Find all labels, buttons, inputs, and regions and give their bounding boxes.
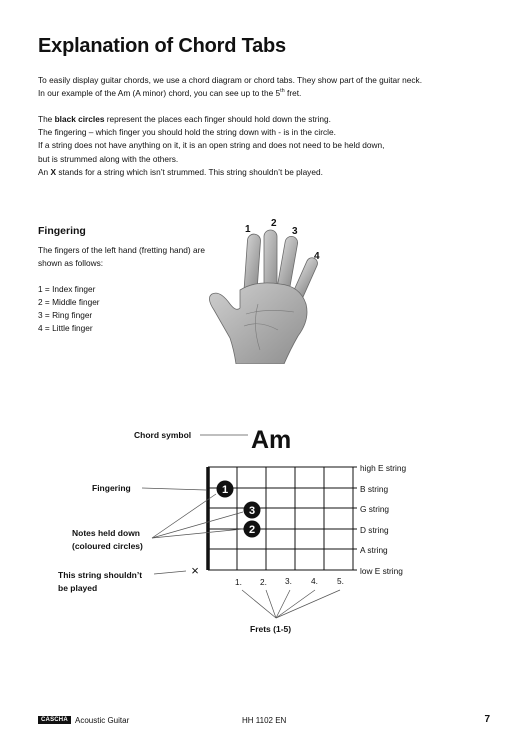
- frets-label: Frets (1-5): [250, 624, 292, 634]
- product-code: HH 1102 EN: [242, 716, 287, 725]
- explanation-line: but is strummed along with the others.: [38, 153, 179, 164]
- list-item: 4 = Little finger: [38, 323, 93, 333]
- finger-number: 4: [314, 251, 320, 262]
- chord-diagram: [0, 410, 530, 645]
- muted-label: be played: [58, 583, 98, 593]
- explanation-paragraph: [38, 113, 498, 179]
- explanation-line: The black circles represent the places each finger should hold down the string.: [38, 114, 331, 124]
- palm: [209, 283, 307, 364]
- note-dot: [244, 521, 261, 538]
- note-dot: [217, 481, 234, 498]
- finger-number: 1: [245, 224, 251, 235]
- intro-paragraph: [38, 74, 498, 100]
- page-footer: [38, 714, 492, 730]
- fingering-description: The fingers of the left hand (fretting hand) are shown as follows:: [38, 245, 205, 268]
- chord-name: Am: [251, 426, 292, 454]
- page-title: Explanation of Chord Tabs: [38, 35, 286, 57]
- string-name: D string: [360, 525, 389, 535]
- list-item: 1 = Index finger: [38, 284, 96, 294]
- mute-x-icon: ×: [191, 563, 199, 578]
- intro-line: In our example of the Am (A minor) chord, you can see up to the 5th fret.: [38, 88, 302, 99]
- notes-label: Notes held down: [72, 528, 140, 538]
- fingering-heading: Fingering: [38, 225, 86, 237]
- finger-number: 3: [292, 226, 298, 237]
- explanation-line: An X stands for a string which isn’t strummed. This string shouldn’t be played.: [38, 166, 323, 177]
- string-name: low E string: [360, 566, 403, 576]
- svg-text:3: 3: [248, 505, 256, 517]
- product-name: Acoustic Guitar: [75, 716, 130, 725]
- brand-logo: CASCHA: [38, 716, 71, 724]
- finger-list: [38, 283, 100, 335]
- list-item: 3 = Ring finger: [38, 310, 93, 320]
- finger-number: 2: [271, 218, 277, 229]
- muted-label: This string shouldn’t: [58, 570, 143, 580]
- svg-text:1: 1: [221, 484, 229, 496]
- page-number: 7: [484, 714, 490, 725]
- chord-symbol-label: Chord symbol: [134, 430, 192, 440]
- explanation-line: If a string does not have anything on it, it is an open string and does not need to be held down,: [38, 140, 385, 151]
- hand-illustration: [200, 212, 340, 364]
- list-item: 2 = Middle finger: [38, 297, 100, 307]
- notes-label: (coloured circles): [72, 541, 143, 551]
- fret-number: 2.: [260, 577, 267, 587]
- fret-number: 5.: [337, 576, 344, 586]
- fingering-label: Fingering: [92, 483, 131, 493]
- fret-number: 4.: [311, 576, 318, 586]
- fret-number: 3.: [285, 576, 292, 586]
- intro-line: To easily display guitar chords, we use a chord diagram or chord tabs. They show part of the guitar neck.: [38, 75, 423, 85]
- string-name: G string: [360, 504, 390, 514]
- string-name: B string: [360, 484, 389, 494]
- string-name: high E string: [360, 463, 407, 473]
- svg-text:2: 2: [248, 524, 256, 536]
- explanation-line: The fingering – which finger you should hold the string down with - is in the circle.: [38, 127, 336, 138]
- note-dot: [244, 502, 261, 519]
- fret-number: 1.: [235, 577, 242, 587]
- string-name: A string: [360, 545, 388, 555]
